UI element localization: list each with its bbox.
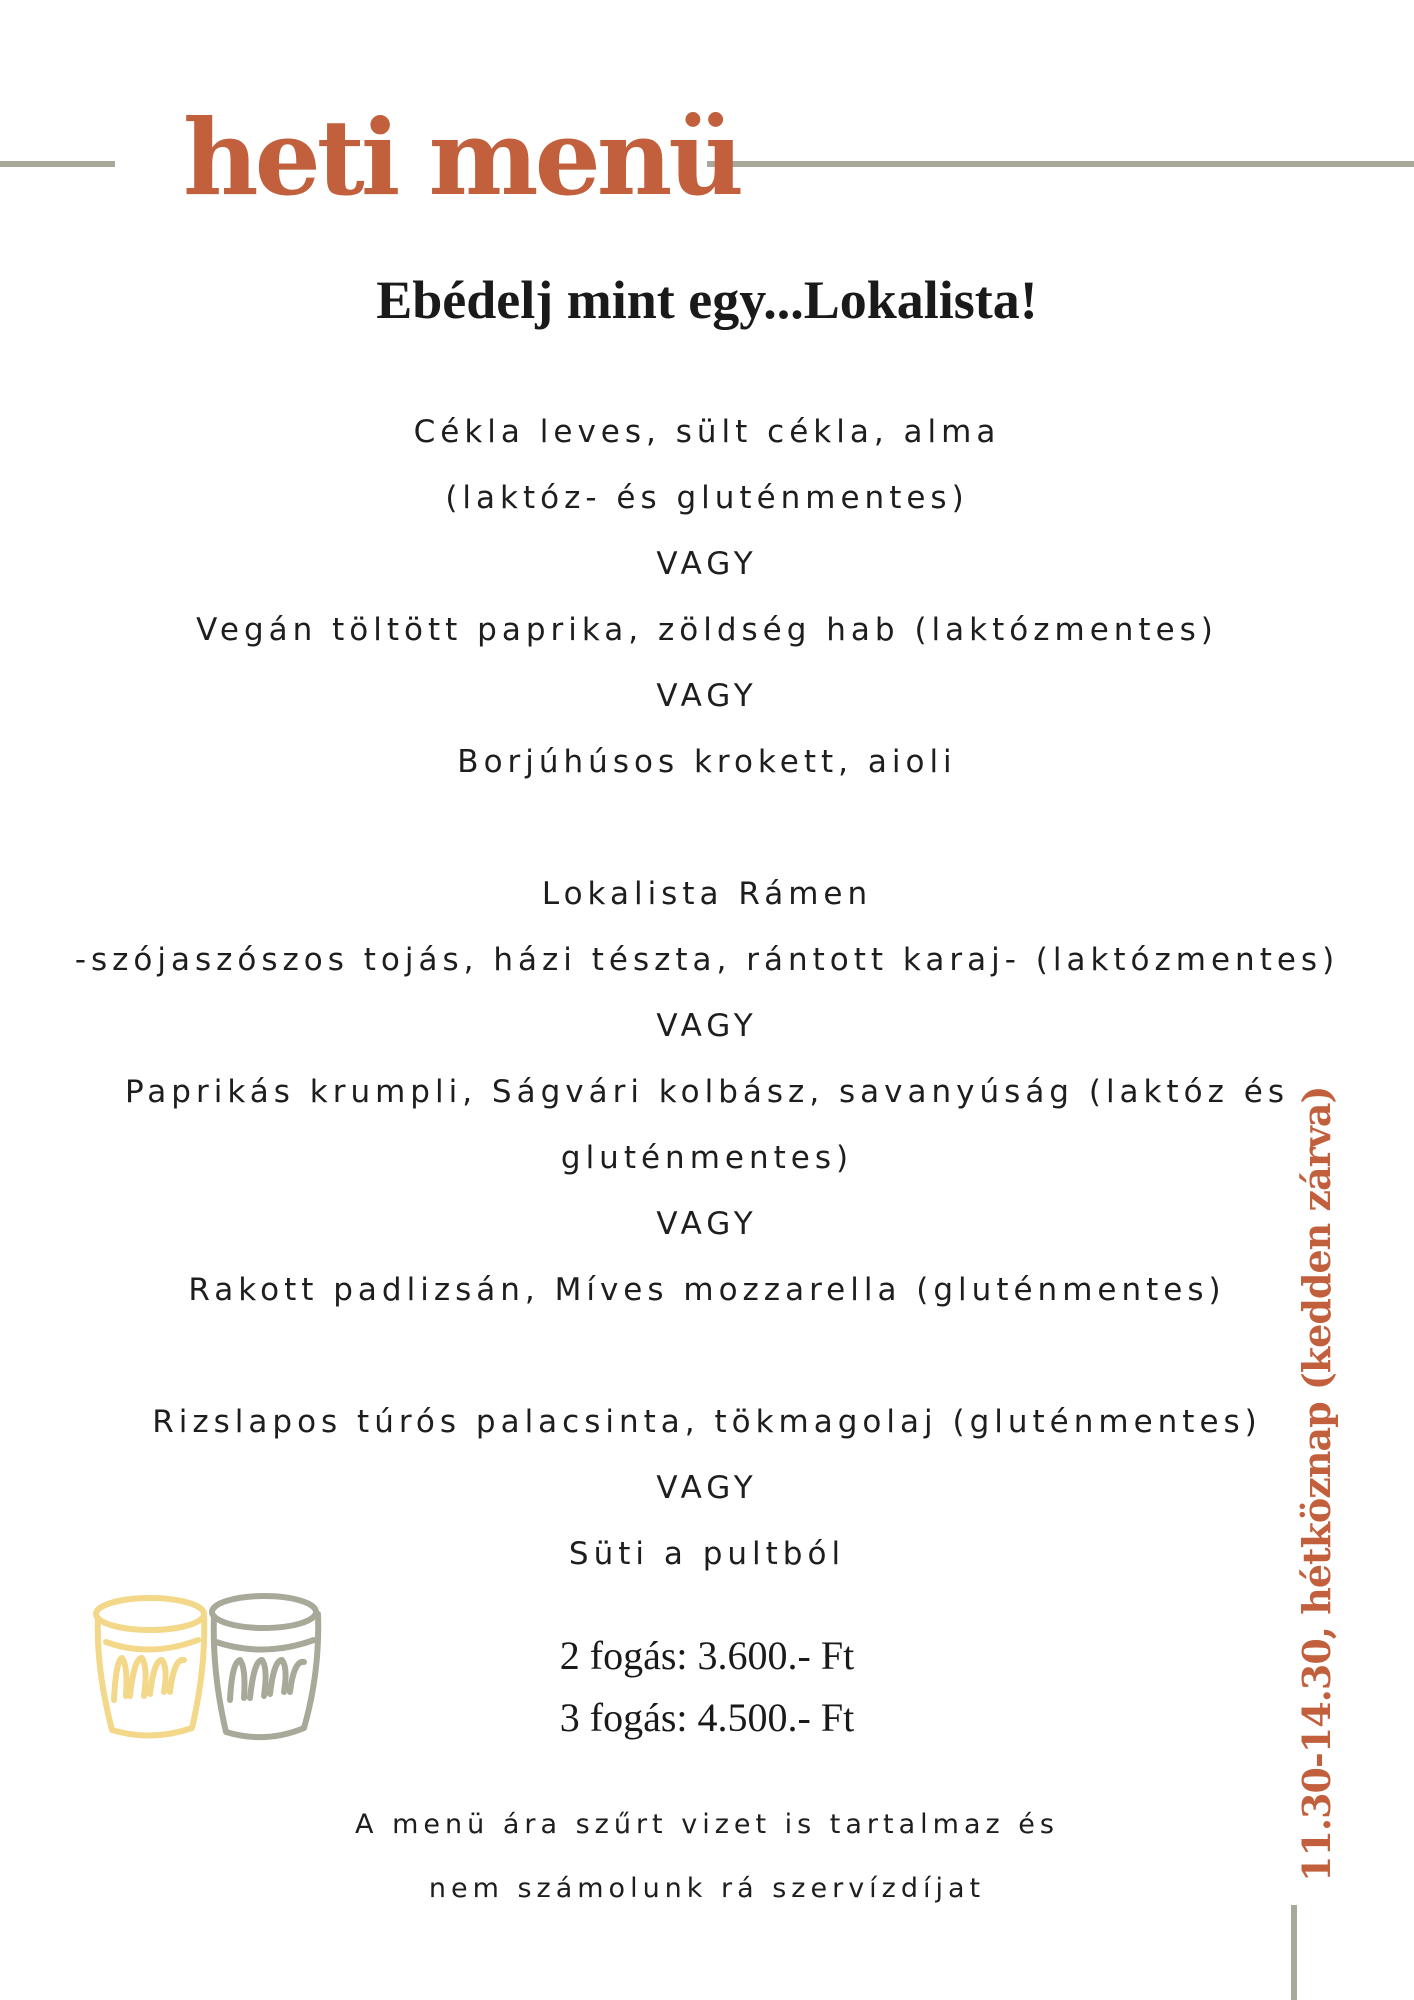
price-three-course: 3 fogás: 4.500.- Ft bbox=[559, 1695, 855, 1740]
menu-separator: VAGY bbox=[656, 1206, 758, 1242]
page-subtitle: Ebédelj mint egy...Lokalista! bbox=[376, 270, 1038, 330]
menu-item-soup-note: (laktóz- és gluténmentes) bbox=[445, 480, 969, 516]
menu-separator: VAGY bbox=[656, 546, 758, 582]
menu-item-dessert-cake: Süti a pultból bbox=[568, 1536, 846, 1572]
menu-list bbox=[0, 399, 1414, 1587]
opening-hours: 11.30-14.30, hétköznap (kedden zárva) bbox=[1294, 1086, 1339, 1882]
page-title: heti menü bbox=[183, 96, 740, 219]
menu-item-soup: Cékla leves, sült cékla, alma bbox=[413, 414, 1001, 450]
menu-item-starter-croquette: Borjúhúsos krokett, aioli bbox=[457, 744, 957, 780]
menu-item-starter-vegan: Vegán töltött paprika, zöldség hab (laktózmentes) bbox=[196, 612, 1218, 648]
header-rule-right bbox=[707, 161, 1414, 167]
menu-item-main-ramen: Lokalista Rámen bbox=[541, 876, 873, 912]
price-note-line-2: nem számolunk rá szervízdíjat bbox=[428, 1873, 986, 1904]
menu-separator: VAGY bbox=[656, 678, 758, 714]
price-note-line-1: A menü ára szűrt vizet is tartalmaz és bbox=[355, 1809, 1059, 1840]
menu-gap bbox=[0, 795, 1414, 861]
menu-separator: VAGY bbox=[656, 1470, 758, 1506]
menu-item-dessert-pancake: Rizslapos túrós palacsinta, tökmagolaj (gluténmentes) bbox=[152, 1404, 1262, 1440]
header-rule-left bbox=[0, 161, 115, 167]
price-note bbox=[0, 1793, 1414, 1921]
menu-item-main-ramen-desc: -szójaszószos tojás, házi tészta, rántott karaj- (laktózmentes) bbox=[74, 942, 1340, 978]
price-two-course: 2 fogás: 3.600.- Ft bbox=[559, 1633, 855, 1678]
price-list bbox=[0, 1625, 1414, 1749]
menu-item-main-eggplant: Rakott padlizsán, Míves mozzarella (gluténmentes) bbox=[188, 1272, 1226, 1308]
side-rule bbox=[1291, 1905, 1297, 2000]
menu-item-main-potato-note: gluténmentes) bbox=[560, 1140, 854, 1176]
menu-gap bbox=[0, 1323, 1414, 1389]
menu-separator: VAGY bbox=[656, 1008, 758, 1044]
menu-item-main-potato: Paprikás krumpli, Ságvári kolbász, savanyúság (laktóz és bbox=[125, 1074, 1289, 1110]
